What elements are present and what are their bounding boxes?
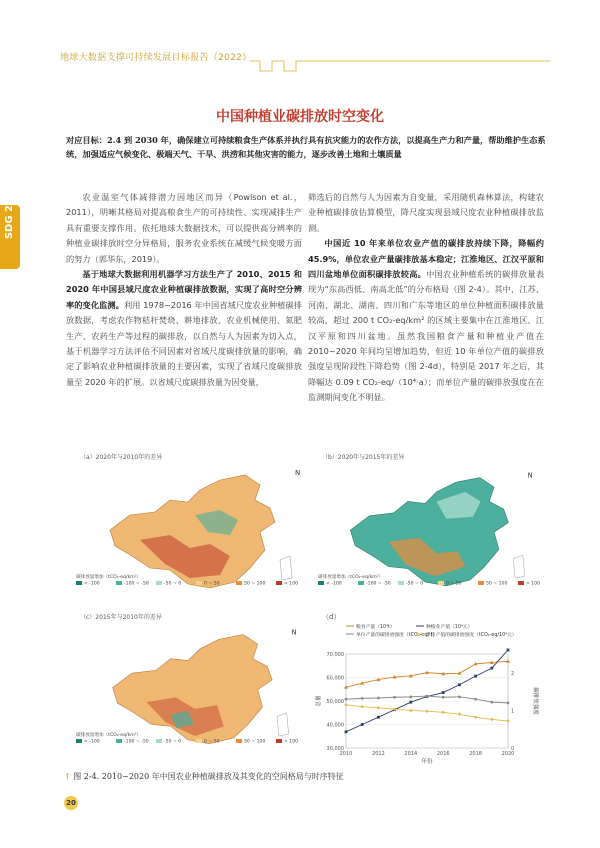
right-paragraph-1: 筛选后的自然与人为因素为自变量，采用随机森林算法，构建农业种植碳排放估算模型，降尺度实现县域尺度农业种植碳排放监测。 [308, 192, 544, 233]
legend-entry [518, 581, 558, 588]
map-a [70, 460, 310, 610]
series-line-1 [346, 661, 508, 687]
series-4-point [344, 703, 348, 707]
right-paragraph-2 [308, 236, 544, 405]
map-c-legend-title: 碳排放量增加（tCO₂-eq/km²） [76, 733, 142, 738]
legend-entry [76, 739, 116, 746]
legend-entry [358, 581, 398, 588]
north-arrow-icon: N [291, 628, 297, 637]
target-label: 对应目标： [66, 135, 107, 145]
legend-label: 单位产值的碳排放强度（tCO₂-eq/10⁴元） [426, 633, 517, 638]
series-2-point [361, 723, 364, 726]
series-4-point [458, 712, 462, 716]
series-4-point [490, 718, 494, 722]
series-3-point [409, 695, 412, 698]
x-axis-label: 年份 [421, 759, 433, 765]
y-right-tick-label: 2 [511, 670, 515, 677]
page-number: 20 [64, 796, 78, 810]
legend-entry [116, 581, 156, 588]
map-a-legend [76, 575, 316, 588]
y-left-tick-label: 50,000 [326, 699, 344, 705]
legend-swatch [156, 739, 162, 743]
legend-swatch [116, 739, 122, 743]
legend-swatch [76, 581, 82, 585]
map-b-label: （b）2020年与2015年的差异 [322, 454, 405, 461]
legend-swatch [318, 581, 324, 585]
legend-entry [236, 581, 276, 588]
legend-label: -100 ~ -50 [366, 581, 391, 587]
left-paragraph-1: 农业温室气体减排潜力因地区而异（Powlson et al.，2011），明晰其格局对提高粮食生产的可持续性、实现减排生产具有重要支撑作用。依托地球大数据技术，可以提供高分辨率的种植业碳排放时空分异格局，服务农业系统在减缓气候变暖方面的努力（郭华东，2019）。 [66, 192, 302, 264]
legend-swatch [156, 581, 162, 585]
series-3-point [458, 695, 461, 698]
report-header: 地球大数据支撑可持续发展目标报告（2022） [60, 53, 252, 63]
legend-label: 0 ~ 50 [204, 581, 220, 587]
right-column [308, 190, 544, 406]
series-4-point [506, 719, 510, 723]
series-3-point [507, 701, 510, 704]
legend-swatch [398, 581, 404, 585]
left-paragraph-2 [66, 267, 302, 390]
legend-entry [276, 581, 316, 588]
series-3-point [377, 697, 380, 700]
map-b-legend-title: 碳排放量增加（tCO₂-eq/km²） [318, 575, 384, 580]
legend-label: -50 ~ 0 [164, 581, 182, 587]
legend-label: -100 ~ -50 [124, 581, 149, 587]
legend-swatch [358, 581, 364, 585]
map-c-legend-items [76, 739, 316, 746]
map-a-legend-title: 碳排放量增加（tCO₂-eq/km²） [76, 575, 142, 580]
legend-label: > 100 [284, 581, 299, 587]
series-3-point [345, 698, 348, 701]
x-tick-label: 2016 [436, 751, 450, 757]
legend-entry [276, 739, 316, 746]
legend-entry [438, 581, 478, 588]
series-2-point [474, 675, 477, 678]
left-paragraph-2-rest: 利用 1978~2016 年中国省域尺度农业种植碳排放数据，考虑农作物秸秆焚烧、耕地排放、农业机械使用、氮肥生产、农药生产等过程的碳排放，以自然与人为因素为切入点，基于机器学习方法评估不同因素对省域尺度碳排放量的影响，确定了影响农业种植碳排放量的主要因素，实现了省域尺度碳排放量至 2020 年的扩展。以省域尺度碳排放量为因变量， [66, 299, 302, 387]
legend-label: 0 ~ 50 [204, 739, 220, 745]
legend-swatch [478, 581, 484, 585]
series-2-point [490, 667, 493, 670]
legend-label: -50 ~ 0 [406, 581, 424, 587]
legend-entry [116, 739, 156, 746]
legend-entry [236, 739, 276, 746]
y-right-tick-label: 0 [511, 746, 515, 752]
legend-entry [398, 581, 438, 588]
legend-label: 种植业产值（10⁴元） [426, 625, 473, 630]
series-3-point [442, 696, 445, 699]
series-3-point [361, 697, 364, 700]
series-4-point [441, 710, 445, 714]
target-block [66, 133, 546, 161]
map-b-legend-items [318, 581, 558, 588]
legend-swatch [276, 739, 282, 743]
caption-arrow-icon: ↑ [64, 771, 71, 781]
legend-label: 单位产量的碳排放强度（tCO₂-eq/ t） [356, 633, 438, 638]
legend-label: < -100 [326, 581, 342, 587]
y-left-tick-label: 30,000 [326, 746, 344, 752]
left-column [66, 190, 302, 390]
y-left-tick-label: 40,000 [326, 722, 344, 729]
map-c-legend [76, 733, 316, 746]
legend-entry [478, 581, 518, 588]
legend-entry [156, 581, 196, 588]
series-4-point [425, 709, 429, 713]
map-a-legend-items [76, 581, 316, 588]
y-left-tick-label: 60,000 [326, 675, 344, 682]
series-3-point [426, 695, 429, 698]
target-text: 2.4 到 2030 年，确保建立可持续粮食生产体系并执行具有抗灾能力的农作方法，以提高生产力和产量，帮助维护生态系统，加强适应气候变化、极端天气、干旱、洪涝和其他灾害的能力，逐步改善土地和土壤质量 [66, 135, 546, 159]
legend-label: 粮食产量（10⁴t） [356, 625, 395, 630]
x-tick-label: 2020 [501, 751, 515, 757]
legend-swatch [76, 739, 82, 743]
series-2-point [409, 701, 412, 704]
series-4-point [360, 705, 364, 709]
right-paragraph-2-rest: 中国农业种植系统的碳排放量表现为“东高西低、南高北低”的分布格局（图 2-4）。其中，江苏、河南、湖北、湖南、四川和广东等地区的单位种植面积碳排放量较高，超过 200 t CO₂-eq/km² 的区域主要集中在江淮地区、江汉平原和四川盆地。虽然我国粮食产量和种植业产值在 2010~2020 年间均呈增加趋势，但近 10 年单位产值的碳排放强度呈现阶段性下降趋势（图 2-4d），特别是 2017 年之后，其降幅达 0.09 t CO₂-eq/（10⁴·a）；而单位产量的碳排放强度在在监测期间变化不明显。 [308, 269, 544, 403]
legend-swatch [116, 581, 122, 585]
legend-entry [196, 581, 236, 588]
legend-label: 50 ~ 100 [486, 581, 508, 587]
series-3-point [490, 701, 493, 704]
legend-swatch [438, 581, 444, 585]
legend-label: > 100 [284, 739, 299, 745]
caption-text: 图 2-4. 2010~2020 年中国农业种植碳排放及其变化的空间格局与时序特征 [73, 772, 344, 781]
legend-swatch [196, 581, 202, 585]
legend-entry [156, 739, 196, 746]
legend-swatch [236, 581, 242, 585]
legend-swatch [276, 581, 282, 585]
series-2-point [458, 683, 461, 686]
legend-label: -50 ~ 0 [164, 739, 182, 745]
chart-d [312, 620, 542, 770]
series-4-point [377, 706, 381, 710]
legend-label: -100 ~ -50 [124, 739, 149, 745]
right-paragraph-2-bold: 中国近 10 年来单位农业产值的碳排放持续下降，降幅约 45.9%，单位农业产量碳排放基本稳定；江淮地区、江汉平原和四川盆地单位面积碳排放较高。 [308, 238, 544, 280]
x-tick-label: 2014 [404, 751, 418, 757]
series-2-point [507, 649, 510, 652]
legend-entry [76, 581, 116, 588]
figure-caption [64, 771, 344, 782]
series-2-point [377, 716, 380, 719]
series-2-point [345, 730, 348, 733]
map-b [312, 460, 542, 610]
series-3-point [393, 696, 396, 699]
legend-label: > 100 [526, 581, 541, 587]
left-paragraph-2-bold: 基于地球大数据利用机器学习方法生产了 2010、2015 和 2020 年中国县域尺度农业种植碳排放数据，实现了高时空分辨率的变化监测。 [66, 269, 302, 310]
x-tick-label: 2010 [339, 751, 353, 757]
x-tick-label: 2018 [469, 751, 482, 757]
north-arrow-icon: N [295, 469, 301, 477]
y-left-axis-label: 总量 [316, 695, 322, 707]
legend-label: 50 ~ 100 [244, 581, 266, 587]
sdg-tab: SDG 2 [0, 205, 20, 269]
map-c-label: （c）2015年与2010年的差异 [80, 614, 162, 621]
series-3-point [474, 698, 477, 701]
y-right-tick-label: 1 [511, 708, 515, 715]
legend-label: 50 ~ 100 [244, 739, 266, 745]
y-right-axis-label: 碳排放强度 [532, 687, 538, 715]
legend-label: 0 ~ 50 [446, 581, 462, 587]
series-4-point [474, 715, 478, 719]
legend-swatch [236, 739, 242, 743]
legend-label: < -100 [84, 739, 100, 745]
series-line-2 [346, 650, 508, 732]
legend-label: < -100 [84, 581, 100, 587]
north-arrow-icon: N [527, 471, 533, 480]
map-b-legend [318, 575, 558, 588]
chart-d-label: （d） [322, 613, 341, 621]
series-4-point [409, 709, 413, 713]
legend-swatch [196, 739, 202, 743]
legend-entry [196, 739, 236, 746]
header-decoration [250, 53, 550, 75]
section-title: 中国种植业碳排放时空变化 [216, 109, 384, 125]
y-left-tick-label: 70,000 [326, 652, 344, 658]
x-tick-label: 2012 [372, 751, 385, 757]
legend-entry [318, 581, 358, 588]
map-a-label: （a）2020年与2010年的差异 [80, 454, 163, 461]
series-2-point [442, 691, 445, 694]
legend-swatch [518, 581, 524, 585]
